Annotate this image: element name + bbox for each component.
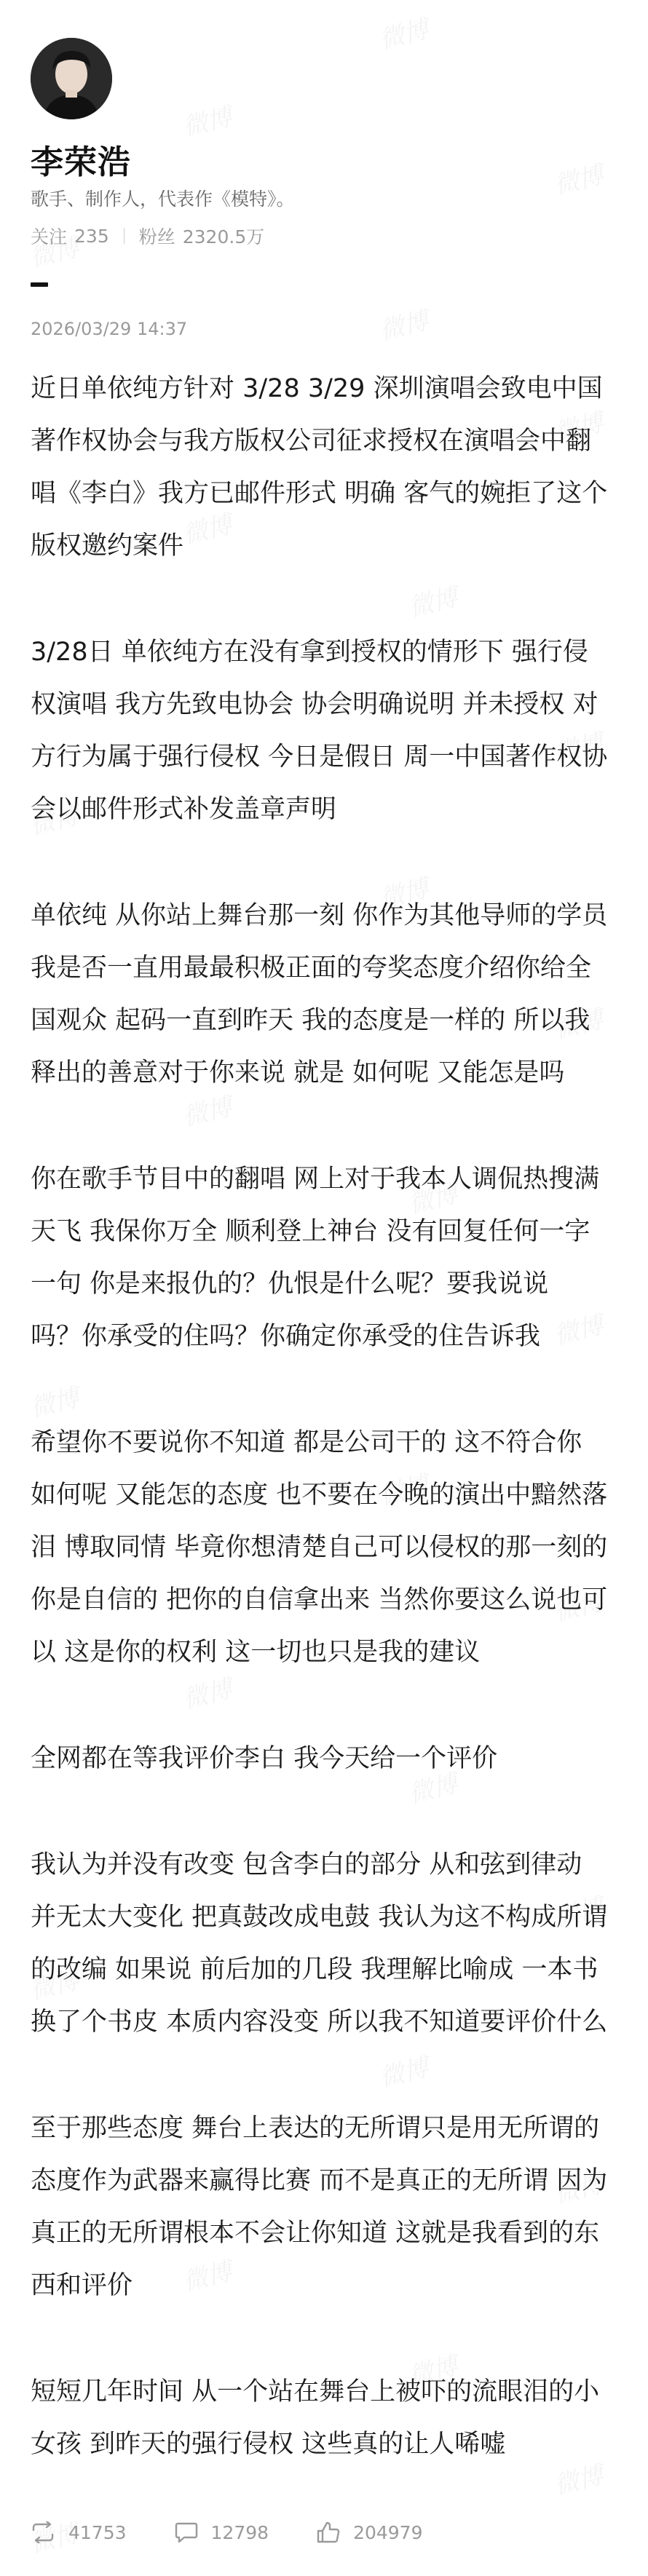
post-paragraph <box>31 362 617 572</box>
profile-name[interactable]: 李荣浩 <box>31 143 132 181</box>
post-text-line: 单依纯 从你站上舞台那一刻 你作为其他导师的学员 <box>31 901 608 930</box>
thumbs-up-icon <box>317 2521 340 2543</box>
weibo-watermark <box>375 9 432 56</box>
avatar-portrait-icon <box>31 38 112 119</box>
post-text-line: 我是否一直用最最积极正面的夸奖态度介绍你给全 <box>31 954 592 983</box>
weibo-watermark <box>550 155 606 202</box>
post-actions <box>31 2521 471 2543</box>
section-divider <box>31 282 48 287</box>
post-text-line: 近日单依纯方针对 3/28 3/29 深圳演唱会致电中国 <box>31 374 603 403</box>
post-text-line: 全网都在等我评价李白 我今天给一个评价 <box>31 1744 498 1773</box>
like-count: 204979 <box>353 2521 423 2543</box>
weibo-watermark <box>375 301 432 347</box>
profile-stats <box>31 223 264 249</box>
post-text-line: 短短几年时间 从一个站在舞台上被吓的流眼泪的小 <box>31 2377 600 2406</box>
post-text-line: 女孩 到昨天的强行侵权 这些真的让人唏嘘 <box>31 2430 506 2459</box>
repost-button[interactable] <box>31 2521 127 2543</box>
like-button[interactable] <box>317 2521 422 2543</box>
post-paragraph <box>31 1839 617 2048</box>
post-body <box>31 362 617 2524</box>
post-text-line: 至于那些态度 舞台上表达的无所谓只是用无所谓的 <box>31 2114 600 2143</box>
following-count[interactable]: 235 <box>74 225 109 247</box>
post-text-line: 天飞 我保你万全 顺利登上神台 没有回复任何一字 <box>31 1217 590 1246</box>
post-text-line: 你在歌手节目中的翻唱 网上对于我本人调侃热搜满 <box>31 1165 600 1194</box>
post-text-line: 的改编 如果说 前后加的几段 我理解比喻成 一本书 <box>31 1955 598 1984</box>
stats-separator <box>124 228 125 244</box>
post-text-line: 3/28日 单依纯方在没有拿到授权的情形下 强行侵 <box>31 638 588 667</box>
comment-button[interactable] <box>175 2521 269 2543</box>
post-text-line: 著作权协会与我方版权公司征求授权在演唱会中翻 <box>31 427 592 456</box>
comment-icon <box>175 2521 198 2543</box>
post-timestamp: 2026/03/29 14:37 <box>31 319 188 339</box>
post-text-line: 方行为属于强行侵权 今日是假日 周一中国著作权协 <box>31 742 608 772</box>
post-text-line: 国观众 起码一直到昨天 我的态度是一样的 所以我 <box>31 1006 590 1035</box>
avatar[interactable] <box>31 38 112 119</box>
post-paragraph <box>31 626 617 836</box>
post-text-line: 泪 博取同情 毕竟你想清楚自己可以侵权的那一刻的 <box>31 1533 608 1562</box>
post-text-line: 版权邀约案件 <box>31 531 184 560</box>
post-text-line: 释出的善意对于你来说 就是 如何呢 又能怎是吗 <box>31 1058 565 1087</box>
post-text-line: 换了个书皮 本质内容没变 所以我不知道要评价什么 <box>31 2008 608 2037</box>
post-paragraph <box>31 889 617 1099</box>
weibo-watermark <box>178 97 235 143</box>
post-text-line: 西和评价 <box>31 2271 133 2300</box>
repost-icon <box>31 2521 55 2543</box>
post-text-line: 你是自信的 把你的自信拿出来 当然你要这么说也可 <box>31 1585 608 1614</box>
comment-count: 12798 <box>210 2521 269 2543</box>
post-text-line: 如何呢 又能怎的态度 也不要在今晚的演出中黯然落 <box>31 1481 608 1510</box>
post-text-line: 一句 你是来报仇的？仇恨是什么呢？要我说说 <box>31 1269 549 1299</box>
post-text-line: 权演唱 我方先致电协会 协会明确说明 并未授权 对 <box>31 690 598 719</box>
post-text-line: 吗？你承受的住吗？你确定你承受的住告诉我 <box>31 1322 541 1351</box>
followers-label[interactable]: 粉丝 <box>138 226 175 247</box>
profile-bio: 歌手、制作人，代表作《模特》。 <box>31 189 295 210</box>
post-paragraph <box>31 1153 617 1363</box>
followers-count[interactable]: 2320.5万 <box>182 226 265 247</box>
post-text-line: 态度作为武器来赢得比赛 而不是真正的无所谓 因为 <box>31 2166 608 2195</box>
post-paragraph <box>31 1732 617 1785</box>
post-paragraph <box>31 2102 617 2312</box>
repost-count: 41753 <box>68 2521 127 2543</box>
following-label[interactable]: 关注 <box>31 226 68 247</box>
post-paragraph <box>31 2366 617 2470</box>
post-text-line: 会以邮件形式补发盖章声明 <box>31 795 337 824</box>
post-text-line: 希望你不要说你不知道 都是公司干的 这不符合你 <box>31 1428 582 1457</box>
post-text-line: 真正的无所谓根本不会让你知道 这就是我看到的东 <box>31 2219 600 2248</box>
post-text-line: 并无太大变化 把真鼓改成电鼓 我认为这不构成所谓 <box>31 1903 608 1932</box>
post-text-line: 以 这是你的权利 这一切也只是我的建议 <box>31 1638 481 1667</box>
post-paragraph <box>31 1416 617 1679</box>
post-text-line: 唱《李白》我方已邮件形式 明确 客气的婉拒了这个 <box>31 479 608 508</box>
post-text-line: 我认为并没有改变 包含李白的部分 从和弦到律动 <box>31 1850 582 1879</box>
